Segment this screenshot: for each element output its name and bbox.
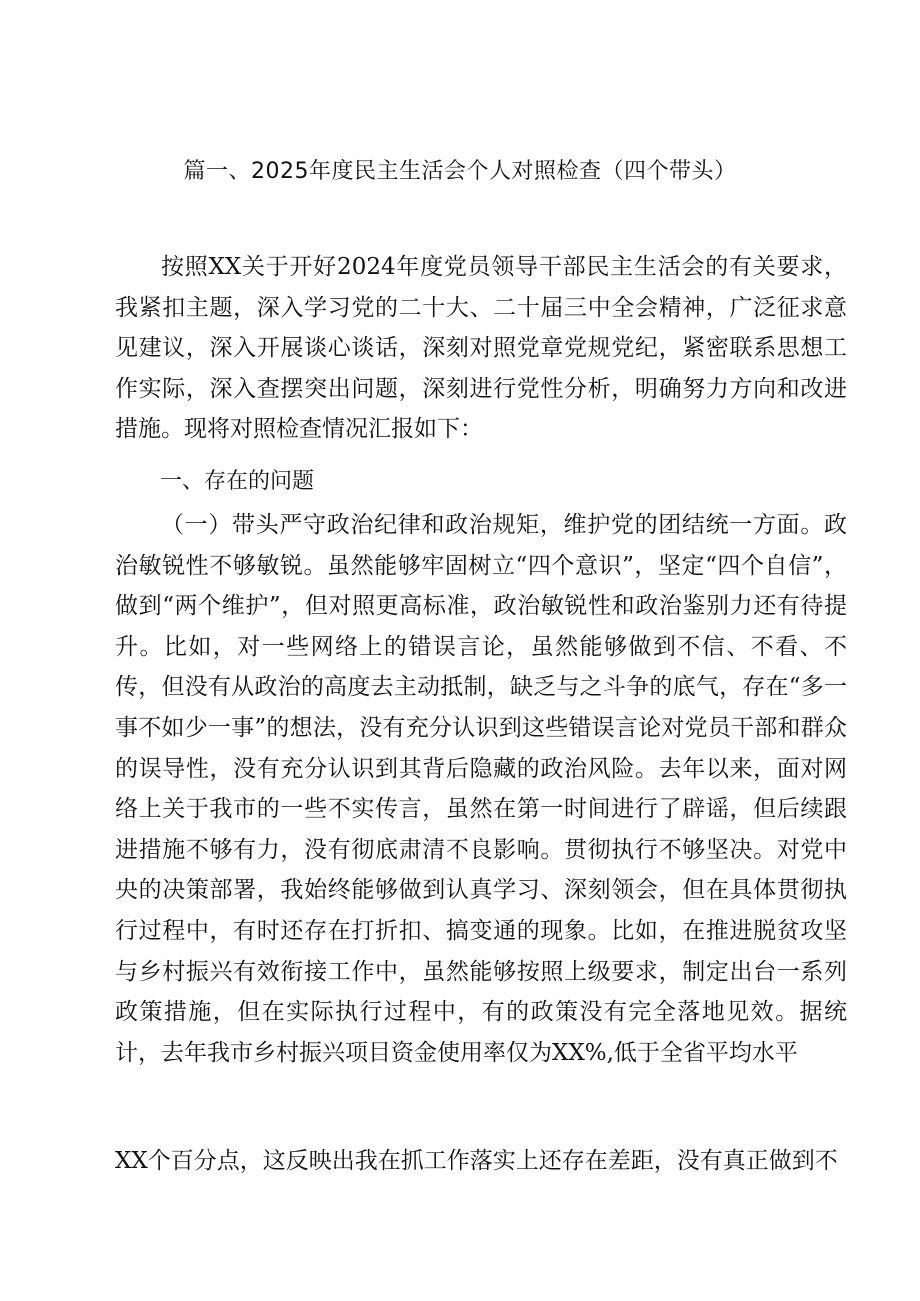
continuation-paragraph: XX个百分点，这反映出我在抓工作落实上还存在差距，没有真正做到不	[115, 1148, 838, 1174]
intro-paragraph: 按照XX关于开好2024年度党员领导干部民主生活会的有关要求，我紧扣主题，深入学习党的二十大、二十届三中全会精神，广泛征求意见建议，深入开展谈心谈话，深刻对照党章党规党纪，紧密联系思想工作实际，深入查摆突出问题，深刻进行党性分析，明确努力方向和改进措施。现将对照检查情况汇报如下：	[115, 254, 847, 443]
subsection-paragraph: （一）带头严守政治纪律和政治规矩，维护党的团结统一方面。政治敏锐性不够敏锐。虽然能够牢固树立“四个意识”，坚定“四个自信”，做到“两个维护”，但对照更高标准，政治敏锐性和政治鉴别力还有待提升。比如，对一些网络上的错误言论，虽然能够做到不信、不看、不传，但没有从政治的高度去主动抵制，缺乏与之斗争的底气，存在“多一事不如少一事”的想法，没有充分认识到这些错误言论对党员干部和群众的误导性，没有充分认识到其背后隐藏的政治风险。去年以来，面对网络上关于我市的一些不实传言，虽然在第一时间进行了辟谣，但后续跟进措施不够有力，没有彻底肃清不良影响。贯彻执行不够坚决。对党中央的决策部署，我始终能够做到认真学习、深刻领会，但在具体贯彻执行过程中，有时还存在打折扣、搞变通的现象。比如，在推进脱贫攻坚与乡村振兴有效衔接工作中，虽然能够按照上级要求，制定出台一系列政策措施，但在实际执行过程中，有的政策没有完全落地见效。据统计，去年我市乡村振兴项目资金使用率仅为XX%,低于全省平均水平	[115, 512, 847, 1066]
section-heading: 一、存在的问题	[160, 469, 315, 494]
document-title: 篇一、2025年度民主生活会个人对照检查（四个带头）	[183, 159, 737, 184]
